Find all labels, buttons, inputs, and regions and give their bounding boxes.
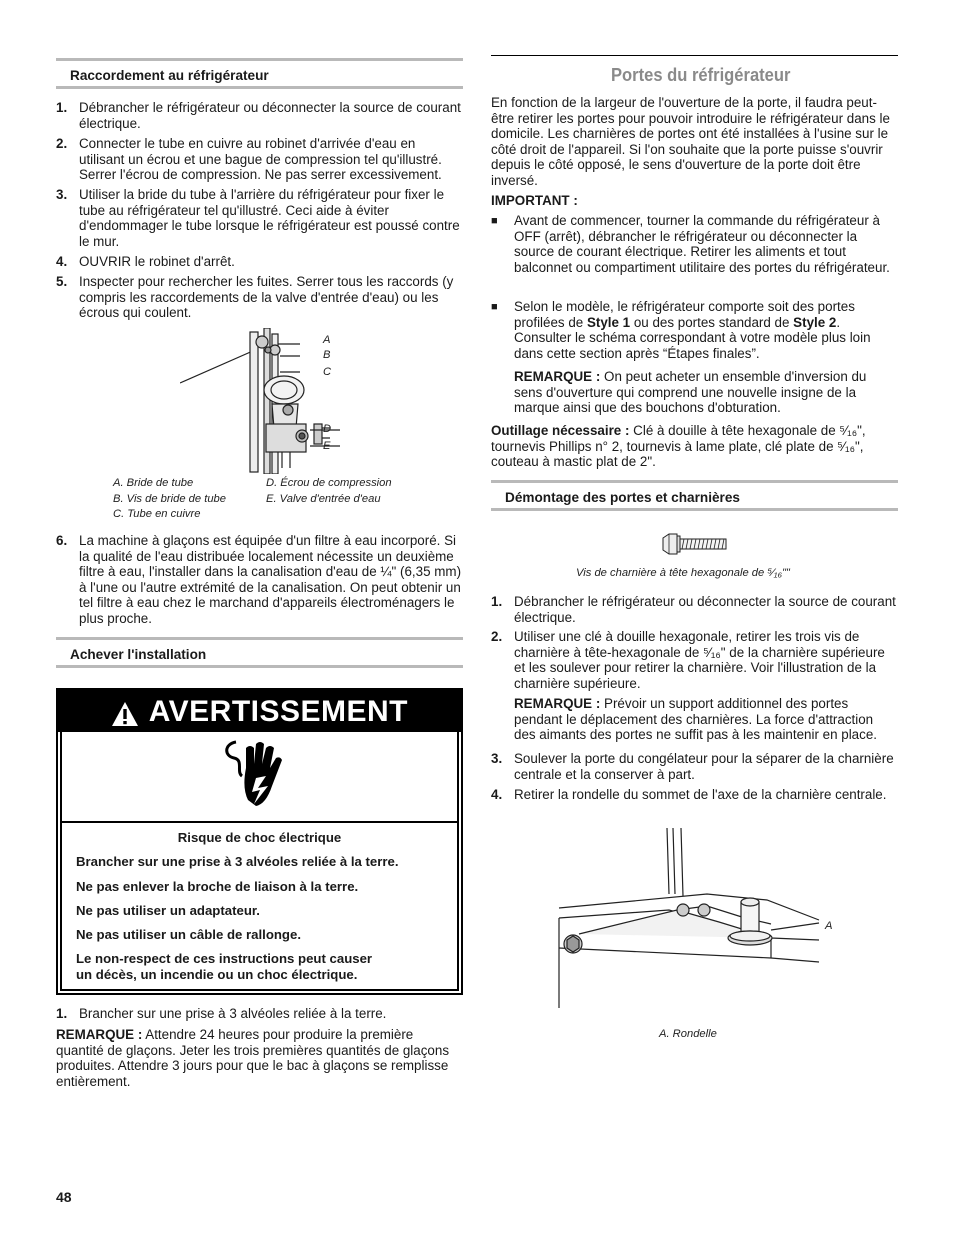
warning-banner xyxy=(58,690,461,732)
top-rule xyxy=(491,55,898,56)
bullet-item: ■ Avant de commencer, tourner la commande du réfrigérateur à OFF (arrêt), débrancher le réfrigérateur ou déconnecter la source de courant électrique. Retirer les aliments et tout balconnet ou compartiment utilitaire des portes du réfrigérateur. xyxy=(491,213,890,275)
water-valve-illustration xyxy=(180,328,400,474)
center-hinge-illustration xyxy=(557,828,833,1014)
step-item: 4. OUVRIR le robinet d'arrêt. xyxy=(56,254,235,269)
section-title: Achever l'installation xyxy=(70,647,207,662)
step-item: 3. Utiliser la bride du tube à l'arrière du réfrigérateur pour fixer le tube au réfrigérateur tel qu'illustré. Ceci aide à éviter d'endommager le tube lorsque le réfrigérateur est poussé contre le mur. xyxy=(56,187,460,249)
warning-triangle-icon xyxy=(111,701,139,727)
warning-line: Ne pas utiliser un câble de rallonge. xyxy=(76,927,301,942)
page-number: 48 xyxy=(56,1189,72,1205)
step-item: 3. Soulever la porte du congélateur pour la séparer de la charnière centrale et la conserver à part. xyxy=(491,751,894,782)
fig-label-c: C xyxy=(323,366,332,378)
caption-rondelle: A. Rondelle xyxy=(659,1028,717,1040)
caption-d: D. Écrou de compression xyxy=(266,477,392,489)
step-item: 1. Débrancher le réfrigérateur ou déconnecter la source de courant électrique. xyxy=(56,100,461,131)
section-header-raccordement xyxy=(56,58,463,89)
outillage-paragraph: Outillage nécessaire : Clé à douille à tête hexagonale de ⁵⁄₁₆", tournevis Phillips n° 2, tournevis à lame plate, clé plate de ⁵⁄₁₆", couteau à mastic plat de 2". xyxy=(491,423,866,470)
caption-b: B. Vis de bride de tube xyxy=(113,493,226,505)
section-header-demontage xyxy=(491,480,898,511)
remarque-paragraph: REMARQUE : Prévoir un support additionnel des portes pendant le déplacement des charnières. La force d'attraction des aimants des portes ne suffit pas à les maintenir en place. xyxy=(514,696,877,743)
section-title-portes: Portes du réfrigérateur xyxy=(611,65,791,85)
warning-heading: Risque de choc électrique xyxy=(177,830,342,845)
warning-line: un décès, un incendie ou un choc électrique. xyxy=(76,967,358,982)
warning-line: Le non-respect de ces instructions peut causer xyxy=(76,951,373,966)
important-label: IMPORTANT : xyxy=(491,193,578,208)
section-header-achever xyxy=(56,637,463,668)
warning-line: Ne pas enlever la broche de liaison à la terre. xyxy=(76,879,359,894)
step-item: 1. Débrancher le réfrigérateur ou déconnecter la source de courant électrique. xyxy=(491,594,896,625)
step-item: 4. Retirer la rondelle du sommet de l'axe de la charnière centrale. xyxy=(491,787,887,802)
screw-caption: Vis de charnière à tête hexagonale de ⁵⁄₁₆"" xyxy=(576,567,790,579)
caption-a: A. Bride de tube xyxy=(113,477,194,489)
hex-screw-icon xyxy=(661,532,729,556)
intro-paragraph: En fonction de la largeur de l'ouverture de la porte, il faudra peut-être retirer les portes pour pouvoir introduire le réfrigérateur dans le domicile. Les charnières de portes ont été installées à l'usine sur le côté droit de l'appareil. Si l'on souhaite que la porte puisse s'ouvrir depuis le côté opposé, le sens d'ouverture de la porte doit être inversé. xyxy=(491,95,890,188)
step-item: 2. Utiliser une clé à douille hexagonale, retirer les trois vis de charnière à tête-hexagonale de ⁵⁄₁₆" de la charnière supérieure et les soulever pour retirer la charnière. Voir l'illustration de la charnière supérieure. xyxy=(491,629,885,691)
electric-shock-hand-icon xyxy=(222,738,292,816)
warning-box xyxy=(56,688,463,995)
fig-label-b: B xyxy=(323,349,331,361)
warning-line: Brancher sur une prise à 3 alvéoles reliée à la terre. xyxy=(76,854,399,869)
bullet-item: ■ Selon le modèle, le réfrigérateur comporte soit des portes profilées de Style 1 ou des portes standard de Style 2. Consulter le schéma correspondant à votre modèle plus loin dans cette section après “Étapes finales”. xyxy=(491,299,871,361)
step-item: 6. La machine à glaçons est équipée d'un filtre à eau incorporé. Si la qualité de l'eau distribuée localement nécessite un deuxième filtre à eau, l'installer dans la canalisation d'eau de ¼" (6,35 mm) à l'une ou l'autre extrémité de la canalisation. On peut obtenir un tel filtre à eau chez le marchand d'appareils électroménagers le plus proche. xyxy=(56,533,462,626)
fig-label-a: A xyxy=(825,920,833,932)
remarque-paragraph: REMARQUE : On peut acheter un ensemble d'inversion du sens d'ouverture qui comprend une nouvelle insigne de la marque ainsi que des bouchons d'obturation. xyxy=(514,369,867,416)
section-title: Raccordement au réfrigérateur xyxy=(70,68,269,83)
step-item: 1. Brancher sur une prise à 3 alvéoles reliée à la terre. xyxy=(56,1006,387,1021)
step-item: 5. Inspecter pour rechercher les fuites. Serrer tous les raccords (y compris les raccordements de la valve d'entrée d'eau) ou les écrous qui coulent. xyxy=(56,274,454,321)
caption-e: E. Valve d'entrée d'eau xyxy=(266,493,381,505)
fig-label-a: A xyxy=(323,334,331,346)
caption-c: C. Tube en cuivre xyxy=(113,508,201,520)
warning-icon-area xyxy=(62,730,457,823)
warning-line: Ne pas utiliser un adaptateur. xyxy=(76,903,260,918)
step-item: 2. Connecter le tube en cuivre au robinet d'arrivée d'eau en utilisant un écrou et une bague de compression tel qu'illustré. Serrer l'écrou de compression. Ne pas serrer excessivement. xyxy=(56,136,442,183)
warning-body xyxy=(60,730,459,991)
fig-label-e: E xyxy=(323,440,331,452)
fig-label-d: D xyxy=(323,423,332,435)
section-title: Démontage des portes et charnières xyxy=(505,490,740,505)
remarque-paragraph: REMARQUE : Attendre 24 heures pour produire la première quantité de glaçons. Jeter les trois premières quantités de glaçons produites. Attendre 3 jours pour que le bac à glaçons se remplisse entièrement. xyxy=(56,1027,450,1089)
warning-title: AVERTISSEMENT xyxy=(148,695,409,728)
